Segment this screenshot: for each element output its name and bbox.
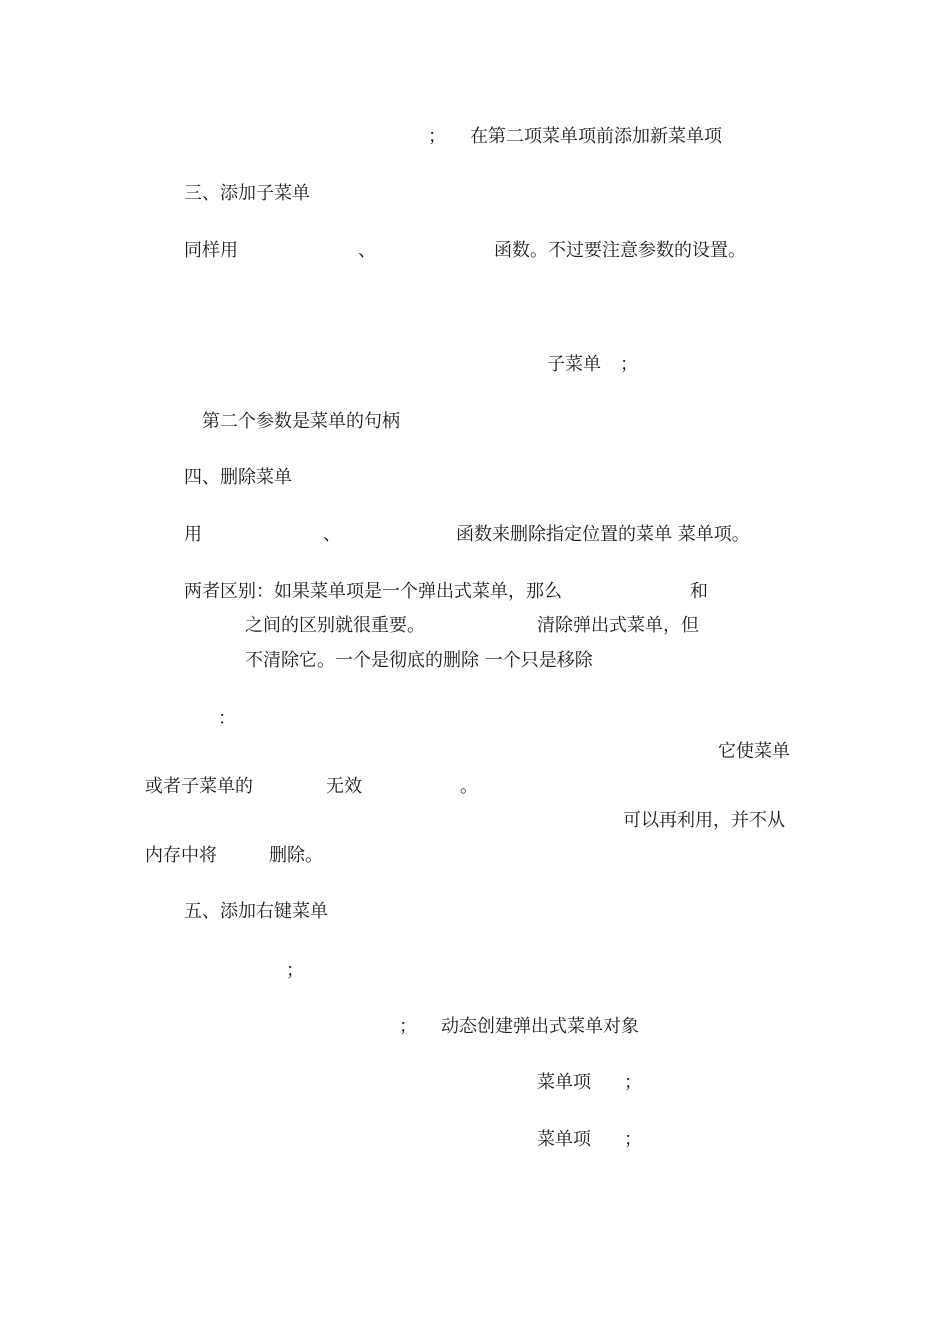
line-19-part-b: ； [624, 1072, 642, 1093]
line-12-text: 它使菜单 [718, 741, 790, 762]
line-8-part-b: 和 [690, 581, 708, 602]
line-15-part-a: 内存中将 [145, 845, 217, 866]
line-4-part-b: ； [620, 354, 638, 375]
line-13-part-c: 。 [460, 776, 478, 797]
line-11-colon: ： [218, 708, 236, 729]
line-4-part-a: 子菜单 [547, 354, 601, 375]
line-18-semicolon: ； [399, 1016, 417, 1037]
line-9-part-b: 清除弹出式菜单，但 [537, 615, 699, 636]
line-3-part-a: 同样用 [184, 240, 238, 261]
line-13-part-b: 无效 [326, 776, 362, 797]
line-20-part-b: ； [624, 1129, 642, 1150]
section-4-heading: 四、删除菜单 [184, 467, 292, 488]
section-3-heading: 三、添加子菜单 [184, 183, 310, 204]
line-7-part-c: 函数来删除指定位置的菜单 菜单项。 [456, 524, 750, 545]
line-13-part-a: 或者子菜单的 [145, 776, 253, 797]
line-3-part-c: 函数。不过要注意参数的设置。 [494, 240, 746, 261]
line-1-semicolon: ； [428, 126, 446, 147]
line-8-part-a: 两者区别：如果菜单项是一个弹出式菜单，那么 [184, 581, 562, 602]
line-10-text: 不清除它。一个是彻底的删除 一个只是移除 [245, 650, 593, 671]
line-18-text: 动态创建弹出式菜单对象 [441, 1016, 639, 1037]
line-14-text: 可以再利用，并不从 [623, 810, 785, 831]
line-3-part-b: 、 [358, 240, 376, 261]
line-20-part-a: 菜单项 [537, 1129, 591, 1150]
line-15-part-b: 删除。 [269, 845, 323, 866]
line-7-part-b: 、 [323, 524, 341, 545]
line-19-part-a: 菜单项 [537, 1072, 591, 1093]
line-5-text: 第二个参数是菜单的句柄 [202, 411, 400, 432]
line-1-text: 在第二项菜单项前添加新菜单项 [470, 126, 722, 147]
line-17-semicolon: ； [286, 960, 304, 981]
section-5-heading: 五、添加右键菜单 [184, 901, 328, 922]
line-9-part-a: 之间的区别就很重要。 [245, 615, 425, 636]
line-7-part-a: 用 [184, 524, 202, 545]
